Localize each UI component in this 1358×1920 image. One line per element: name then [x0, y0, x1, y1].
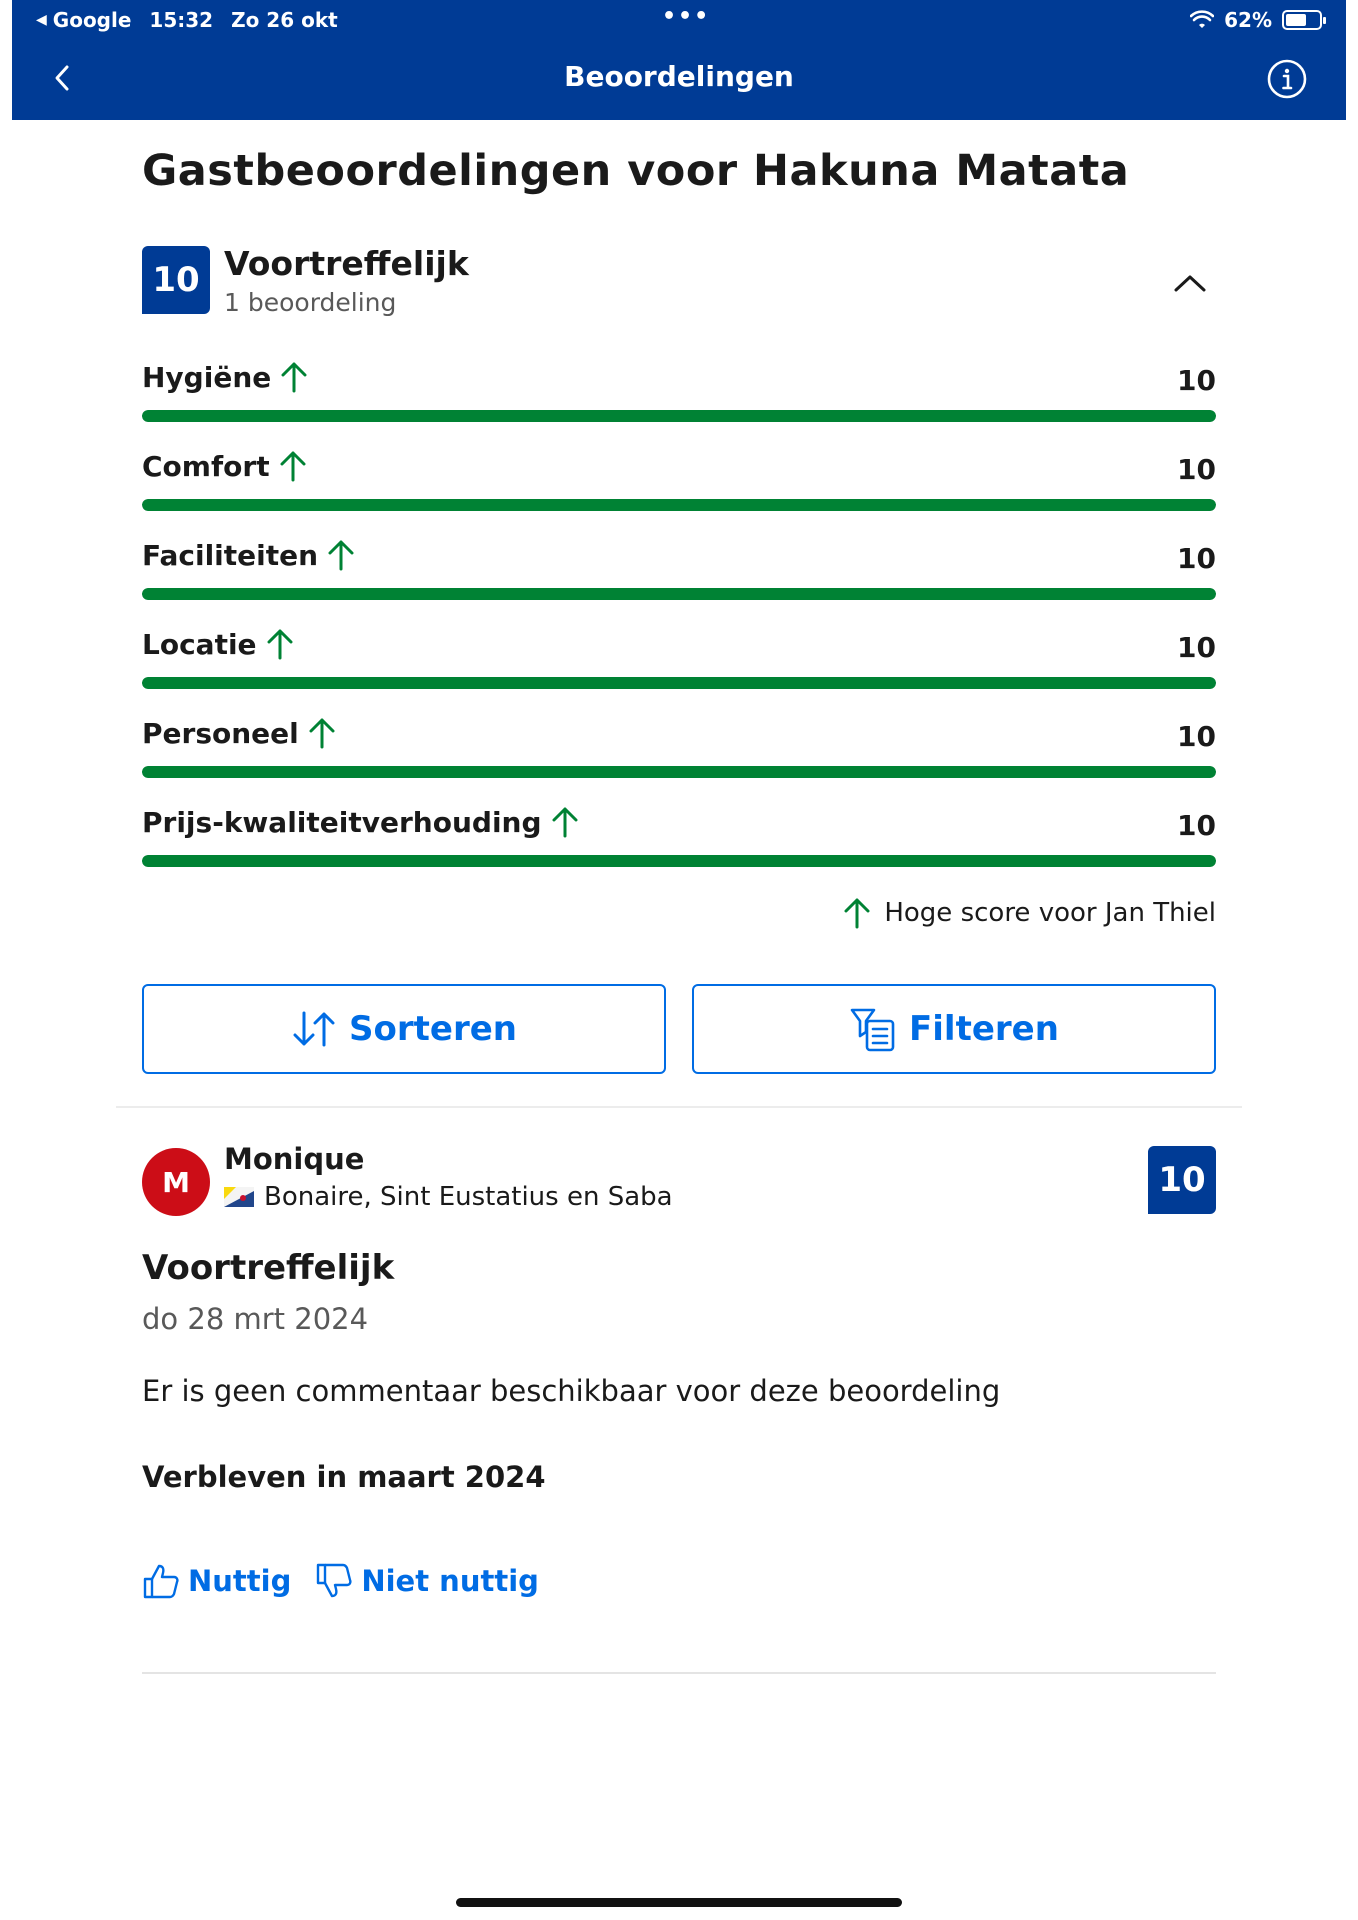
high-score-note [840, 896, 1216, 930]
category-label: Locatie [142, 627, 257, 661]
thumbs-up-icon [142, 1562, 180, 1600]
arrow-up-icon [263, 627, 297, 661]
category-name [142, 538, 358, 572]
sort-button[interactable] [142, 984, 666, 1074]
collapse-button[interactable] [1168, 262, 1212, 306]
category-score: 10 [1177, 809, 1216, 842]
section-divider [116, 1106, 1242, 1108]
score-summary [142, 244, 1216, 324]
not-helpful-label: Niet nuttig [361, 1564, 539, 1598]
not-helpful-button[interactable] [315, 1562, 539, 1600]
category-row [142, 627, 1216, 699]
thumbs-down-icon [315, 1562, 353, 1600]
category-bar [142, 766, 1216, 778]
category-bar-fill [142, 677, 1216, 689]
reviewer-country-label: Bonaire, Sint Eustatius en Saba [264, 1182, 673, 1212]
status-date: Zo 26 okt [231, 8, 338, 32]
category-bar-fill [142, 410, 1216, 422]
flag-icon [224, 1187, 254, 1207]
arrow-up-icon [277, 360, 311, 394]
category-name [142, 360, 311, 394]
battery-percent: 62% [1224, 8, 1272, 32]
category-name [142, 449, 310, 483]
category-bar-fill [142, 855, 1216, 867]
category-row [142, 716, 1216, 788]
status-bar [12, 0, 1346, 40]
category-bar [142, 677, 1216, 689]
review-title: Voortreffelijk [142, 1248, 395, 1288]
arrow-up-icon [276, 449, 310, 483]
home-indicator[interactable] [456, 1898, 902, 1907]
category-label: Personeel [142, 716, 299, 750]
category-score: 10 [1177, 720, 1216, 753]
helpful-label: Nuttig [188, 1564, 292, 1598]
back-to-app-label[interactable]: Google [52, 8, 132, 32]
info-button[interactable] [1266, 58, 1308, 100]
wifi-icon [1190, 10, 1214, 30]
category-row [142, 805, 1216, 877]
review-card [142, 1142, 1216, 1682]
review-text: Er is geen commentaar beschikbaar voor deze beoordeling [142, 1374, 1001, 1408]
status-time: 15:32 [149, 8, 214, 32]
category-bar [142, 410, 1216, 422]
status-left [36, 8, 338, 32]
category-label: Faciliteiten [142, 538, 319, 572]
category-row [142, 538, 1216, 610]
category-score: 10 [1177, 631, 1216, 664]
arrow-up-icon [548, 805, 582, 839]
category-bar [142, 499, 1216, 511]
sort-button-label: Sorteren [349, 1009, 517, 1049]
arrow-up-icon [324, 538, 358, 572]
status-right [1190, 8, 1322, 32]
score-badge: 10 [142, 246, 210, 314]
back-to-app-icon[interactable]: ◀ [36, 12, 47, 28]
category-row [142, 360, 1216, 432]
multitasking-dots[interactable]: ••• [662, 4, 711, 29]
category-row [142, 449, 1216, 521]
category-label: Comfort [142, 449, 270, 483]
category-label: Hygiëne [142, 360, 272, 394]
helpful-button[interactable] [142, 1562, 291, 1600]
review-count: 1 beoordeling [224, 288, 397, 317]
battery-icon [1282, 10, 1322, 30]
category-bar [142, 855, 1216, 867]
category-score: 10 [1177, 364, 1216, 397]
avatar: M [142, 1148, 210, 1216]
arrow-up-icon [840, 896, 874, 930]
info-icon [1266, 58, 1308, 100]
arrow-up-icon [305, 716, 339, 750]
reviewer-name: Monique [224, 1142, 365, 1176]
filter-button-label: Filteren [909, 1009, 1059, 1049]
review-date: do 28 mrt 2024 [142, 1302, 369, 1336]
reviewer-country [224, 1182, 673, 1212]
header-title: Beoordelingen [564, 60, 794, 93]
category-name [142, 805, 582, 839]
stay-info: Verbleven in maart 2024 [142, 1460, 546, 1494]
filter-icon [849, 1005, 897, 1053]
category-bar [142, 588, 1216, 600]
sort-icon [291, 1009, 337, 1049]
review-score-badge: 10 [1148, 1146, 1216, 1214]
app-header [12, 0, 1346, 120]
high-score-text: Hoge score voor Jan Thiel [884, 898, 1216, 928]
category-bar-fill [142, 588, 1216, 600]
review-divider [142, 1672, 1216, 1674]
helpful-actions [142, 1562, 539, 1600]
page-title: Gastbeoordelingen voor Hakuna Matata [142, 146, 1130, 196]
action-buttons [142, 984, 1216, 1076]
category-name [142, 627, 297, 661]
score-label: Voortreffelijk [224, 244, 469, 283]
category-name [142, 716, 339, 750]
chevron-up-icon [1168, 262, 1212, 306]
category-bar-fill [142, 766, 1216, 778]
category-bar-fill [142, 499, 1216, 511]
category-score: 10 [1177, 453, 1216, 486]
battery-level [1286, 14, 1306, 26]
category-label: Prijs-kwaliteitverhouding [142, 805, 542, 839]
category-score: 10 [1177, 542, 1216, 575]
filter-button[interactable] [692, 984, 1216, 1074]
